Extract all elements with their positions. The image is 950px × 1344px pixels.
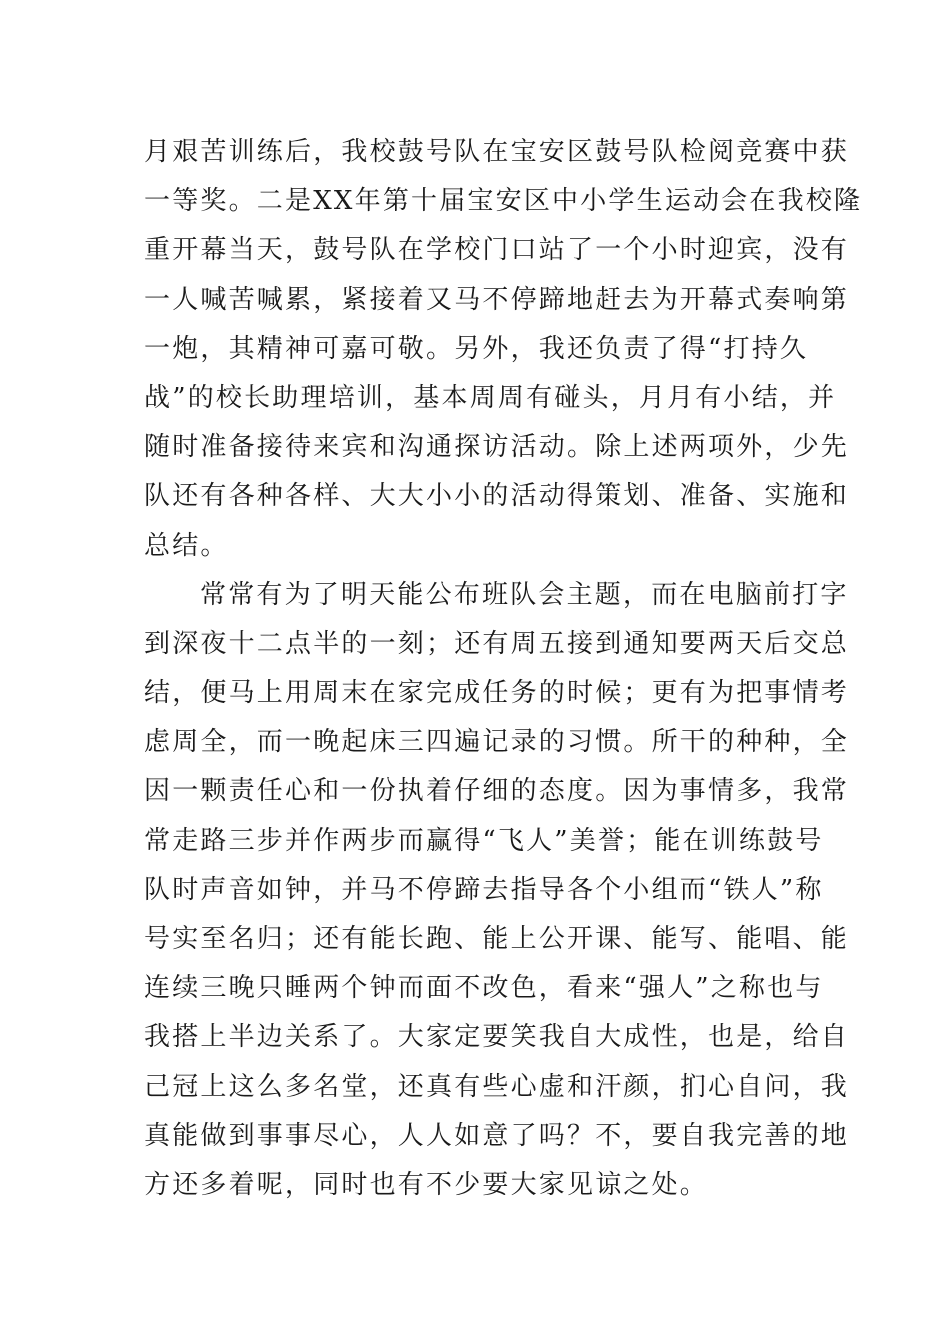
text-line: 总结。 — [144, 530, 229, 561]
text-line: 真能做到事事尽心，人人如意了吗？不，要自我完善的地 — [144, 1120, 850, 1151]
text-line: 一人喊苦喊累，紧接着又马不停蹄地赶去为开幕式奏响第 — [144, 284, 850, 315]
text-line: 队还有各种各样、大大小小的活动得策划、准备、实施和 — [144, 481, 850, 512]
text-line: 常走路三步并作两步而赢得“飞人”美誉；能在训练鼓号 — [144, 825, 824, 856]
text-line: 因一颗责任心和一份执着仔细的态度。因为事情多，我常 — [144, 776, 850, 807]
text-line: 我搭上半边关系了。大家定要笑我自大成性，也是，给自 — [144, 1022, 850, 1053]
text-line: 到深夜十二点半的一刻；还有周五接到通知要两天后交总 — [144, 628, 850, 659]
text-line: 队时声音如钟，并马不停蹄去指导各个小组而“铁人”称 — [144, 874, 824, 905]
text-line: 重开幕当天，鼓号队在学校门口站了一个小时迎宾，没有 — [144, 235, 850, 266]
text-line: 虑周全，而一晚起床三四遍记录的习惯。所干的种种，全 — [144, 727, 850, 758]
text-line: 结，便马上用周末在家完成任务的时候；更有为把事情考 — [144, 678, 850, 709]
paragraph-2 — [144, 571, 850, 1210]
text-line: 常常有为了明天能公布班队会主题，而在电脑前打字 — [200, 579, 849, 610]
text-line: 连续三晚只睡两个钟而面不改色，看来“强人”之称也与 — [144, 973, 824, 1004]
text-line: 月艰苦训练后，我校鼓号队在宝安区鼓号队检阅竞赛中获 — [144, 137, 850, 167]
text-line: 方还多着呢，同时也有不少要大家见谅之处。 — [144, 1169, 709, 1200]
text-line: 号实至名归；还有能长跑、能上公开课、能写、能唱、能 — [144, 924, 850, 954]
body-text — [144, 128, 863, 1210]
text-line: 战”的校长助理培训，基本周周有碰头，月月有小结，并 — [144, 382, 837, 413]
text-line: 一等奖。二是XX年第十届宝安区中小学生运动会在我校隆 — [144, 186, 863, 217]
text-line: 己冠上这么多名堂，还真有些心虚和汗颜，扪心自问，我 — [144, 1071, 850, 1102]
paragraph-1 — [144, 128, 863, 571]
text-line: 一炮，其精神可嘉可敬。另外，我还负责了得“打持久 — [144, 333, 809, 364]
text-line: 随时准备接待来宾和沟通探访活动。除上述两项外，少先 — [144, 432, 850, 463]
